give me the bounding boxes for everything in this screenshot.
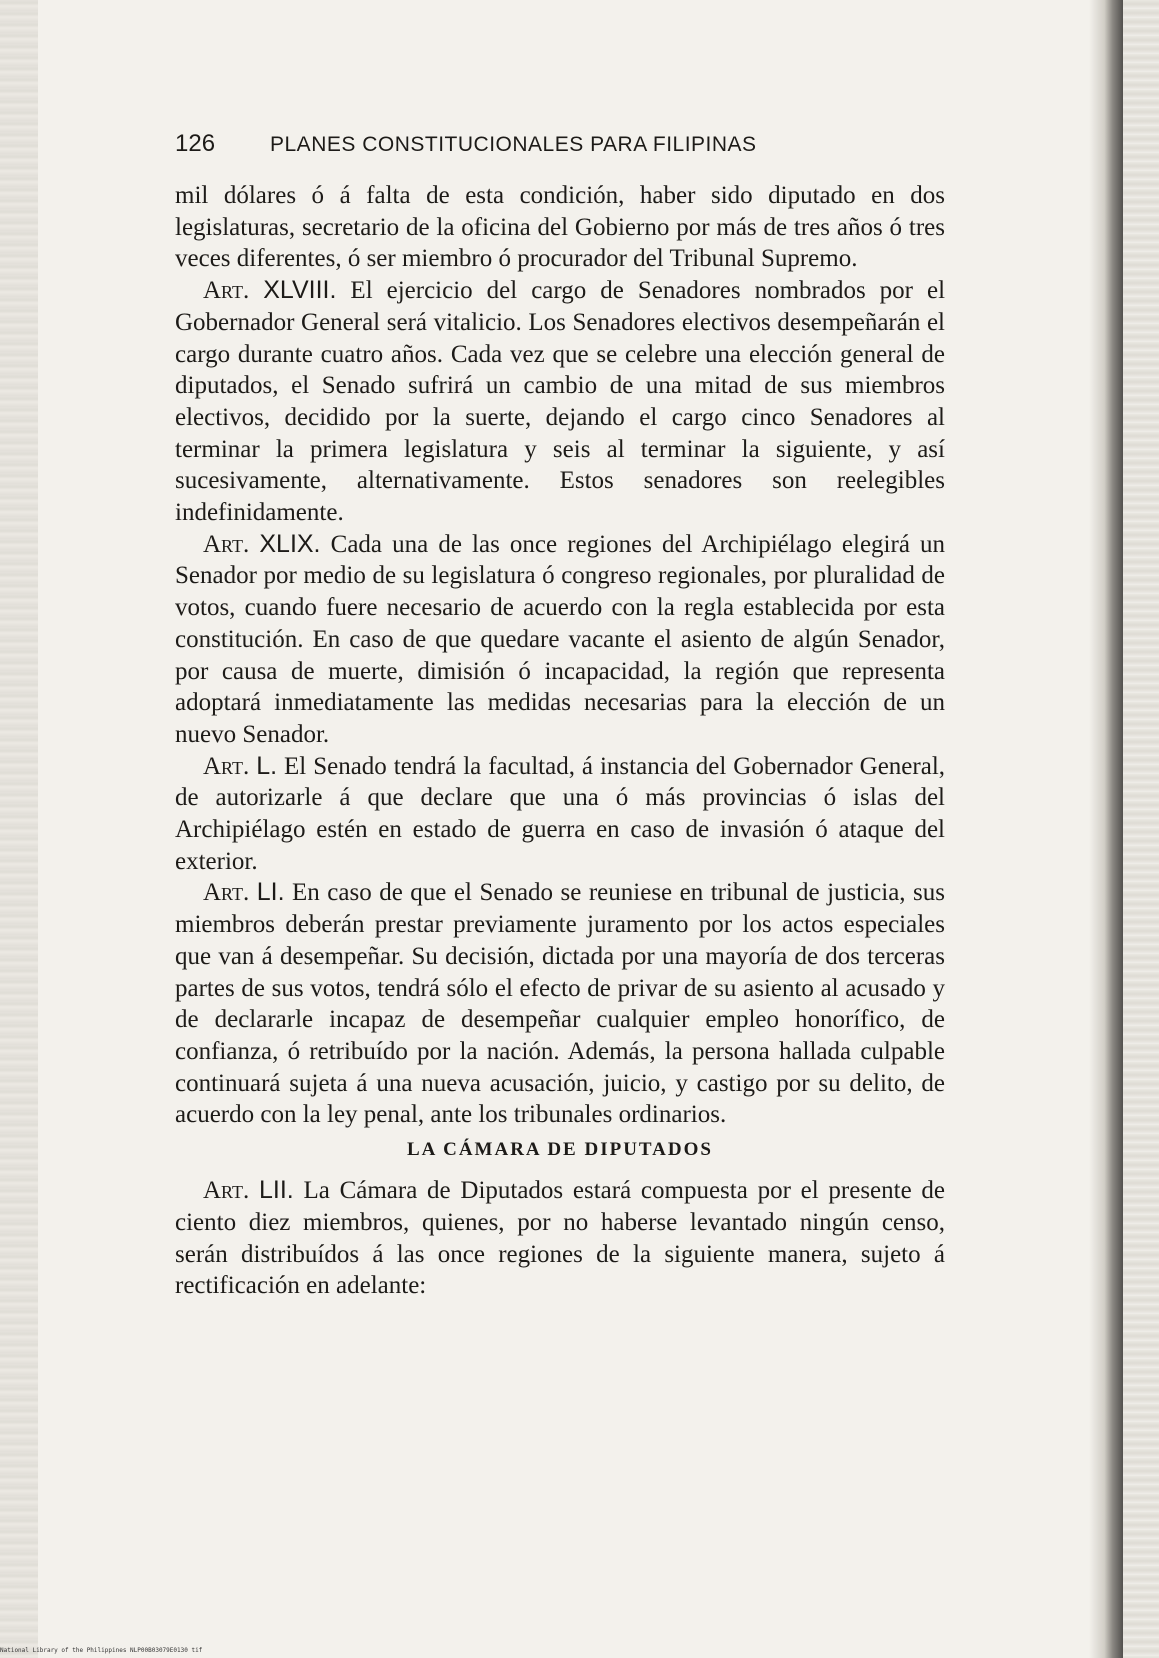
article-number: LII. [258,1176,294,1205]
running-title: PLANES CONSTITUCIONALES PARA FILIPINAS [270,133,757,156]
body-text [175,180,945,1302]
article-l [175,751,945,878]
running-head [175,130,945,180]
article-text: El ejercicio del cargo de Senadores nombrados por el Gobernador General será vitalicio. Los Senadores electivos desempeñarán el cargo durante cuatro años. Cada vez que se celebre una elección general de diputados, el Senado sufrirá un cambio de una mitad de sus miembros electivos, decidido por la suerte, dejando el cargo cinco Senadores al terminar la primera legislatura y seis al terminar la siguiente, y así sucesivamente, alternativamente. Estos senadores son reelegibles indefinidamente. [175,277,946,527]
article-text: La Cámara de Diputados estará compuesta por el presente de ciento diez miembros, quienes, por no haberse levantado ningún censo, serán distribuídos á las once regiones de la siguiente manera, sujeto á rectificación en adelante: [175,1177,946,1300]
scan-binding-shadow [1089,0,1123,1658]
article-label: Art. [203,277,250,305]
article-number: XLVIII. [263,276,337,305]
article-label: Art. [203,752,250,780]
scan-right-margin [1123,0,1159,1658]
article-number: XLIX. [259,529,321,558]
paragraph-text: mil dólares ó á falta de esta condición, haber sido diputado en dos legislaturas, secretario de la oficina del Gobierno por más de tres años ó tres veces diferentes, ó ser miembro ó procurador del Tribunal Supremo. [175,182,945,273]
article-number: LI. [256,878,285,907]
article-lii [175,1175,945,1302]
article-text: Cada una de las once regiones del Archipiélago elegirá un Senador por medio de su legislatura ó congreso regionales, por pluralidad de votos, cuando fuere necesario de acuerdo con la regla establecida por esta constitución. En caso de que quedare vacante el asiento de algún Senador, por causa de muerte, dimisión ó incapacidad, la región que representa adoptará inmediatamente las medidas necesarias para la elección de un nuevo Senador. [175,530,946,748]
section-heading: LA CÁMARA DE DIPUTADOS [407,1139,713,1161]
paragraph-continuation [175,180,945,275]
article-label: Art. [203,1177,250,1205]
article-li [175,877,945,1131]
article-xlviii [175,275,945,529]
article-xlix [175,529,945,751]
page-number: 126 [175,130,216,157]
scan-footer: National Library of the Philippines NLP00B03079E0130 tif [0,1647,203,1654]
article-number: L. [256,751,278,780]
article-text: En caso de que el Senado se reuniese en tribunal de justicia, sus miembros deberán prestar previamente juramento por los actos especiales que van á desempeñar. Su decisión, dictada por una mayoría de dos terceras partes de sus votos, tendrá sólo el efecto de privar de su asiento al acusado y de declararle incapaz de desempeñar cualquier empleo honorífico, de confianza, ó retribuído por la nación. Además, la persona hallada culpable continuará sujeta á una nueva acusación, juicio, y castigo por su delito, de acuerdo con la ley penal, ante los tribunales ordinarios. [175,879,945,1129]
scan-left-edge [0,0,38,1658]
article-text: El Senado tendrá la facultad, á instancia del Gobernador General, de autorizarle á que declare que una ó más provincias ó islas del Archipiélago estén en estado de guerra en caso de invasión ó ataque del exterior. [175,752,946,875]
article-label: Art. [203,879,250,907]
article-label: Art. [203,530,250,558]
book-page [175,130,945,1302]
